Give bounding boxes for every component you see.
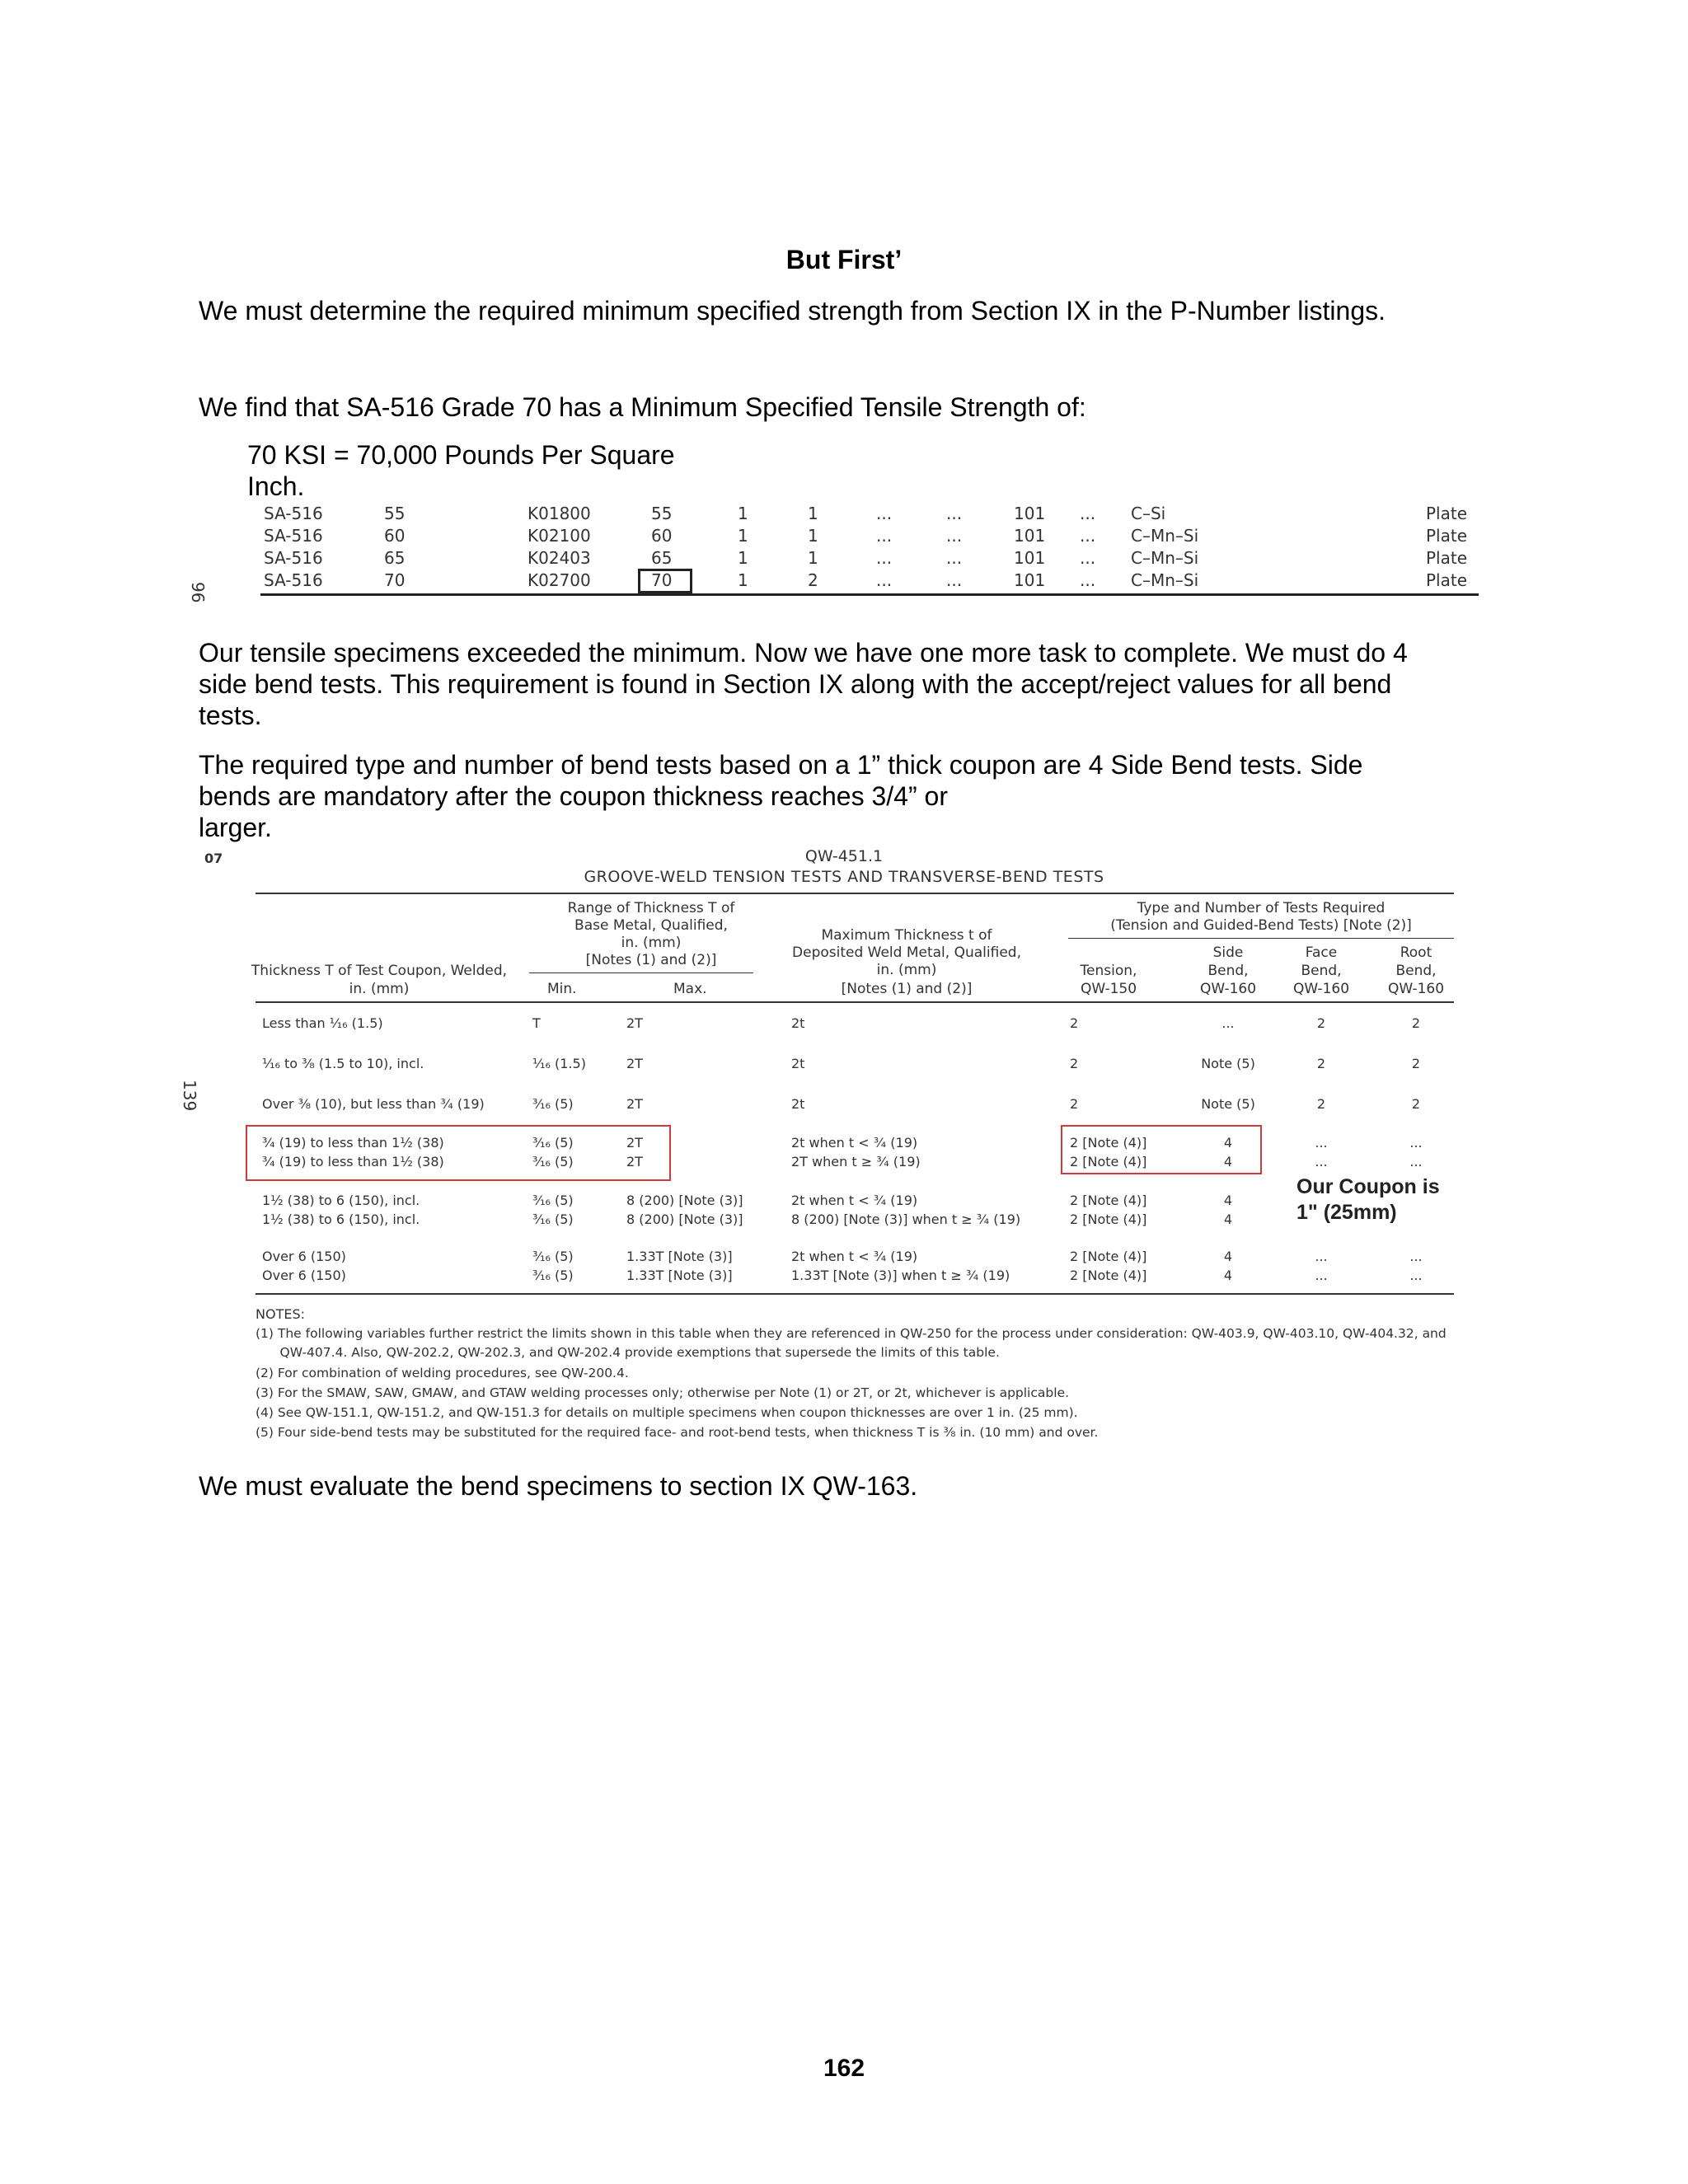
table-cell: 4 xyxy=(1223,1249,1233,1264)
p-number-cell: 1 xyxy=(738,504,748,523)
p-number-cell: 101 xyxy=(1014,570,1046,590)
table-cell: 2t when t < ³⁄₄ (19) xyxy=(791,1193,918,1208)
p-number-cell: 60 xyxy=(651,526,673,546)
p-number-cell: C–Mn–Si xyxy=(1131,570,1199,590)
strength-paragraph: We find that SA-516 Grade 70 has a Minimum Specified Tensile Strength of: xyxy=(199,392,1086,422)
table-cell: 2t when t < ³⁄₄ (19) xyxy=(791,1135,918,1151)
table-cell: Over ³⁄₈ (10), but less than ³⁄₄ (19) xyxy=(262,1096,485,1112)
table-cell: ³⁄₁₆ (5) xyxy=(532,1268,574,1283)
type-subheader-rule xyxy=(1068,938,1454,939)
table-cell: 1.33T [Note (3)] xyxy=(626,1249,733,1264)
table-cell: Over 6 (150) xyxy=(262,1249,346,1264)
header-range-line1: Range of Thickness T of xyxy=(567,900,735,916)
header-range-line4: [Notes (1) and (2)] xyxy=(585,952,717,968)
table-cell: ... xyxy=(1315,1135,1328,1151)
table-cell: 2 xyxy=(1316,1056,1326,1071)
header-face-line2: Bend, xyxy=(1301,963,1342,979)
table-cell: T xyxy=(532,1015,541,1031)
table-cell: 2T xyxy=(626,1015,643,1031)
header-range-line2: Base Metal, Qualified, xyxy=(574,917,728,934)
table-cell: ¹⁄₁₆ (1.5) xyxy=(532,1056,586,1071)
required-tests-highlight-box xyxy=(1061,1125,1262,1174)
table-cell: 2 [Note (4)] xyxy=(1070,1249,1147,1264)
table-cell: ... xyxy=(1409,1135,1423,1151)
table-cell: 1½ (38) to 6 (150), incl. xyxy=(262,1193,420,1208)
header-max: Max. xyxy=(673,981,707,997)
table-cell: 2 [Note (4)] xyxy=(1070,1193,1147,1208)
table-cell: 2 [Note (4)] xyxy=(1070,1135,1147,1151)
table-cell: 2 xyxy=(1316,1096,1326,1112)
p-number-cell: 1 xyxy=(808,526,818,546)
p-number-cell: 1 xyxy=(808,504,818,523)
p-number-cell: 101 xyxy=(1014,548,1046,568)
table-note: QW-407.4. Also, QW-202.2, QW-202.3, and QW-202.4 provide exemptions that supersede the limits of this table. xyxy=(256,1345,1000,1360)
table-cell: ³⁄₄ (19) to less than 1½ (38) xyxy=(262,1154,444,1169)
table-cell: 2t xyxy=(791,1096,805,1112)
table-cell: 1.33T [Note (3)] xyxy=(626,1268,733,1283)
p-number-cell: K02403 xyxy=(528,548,591,568)
header-range-line3: in. (mm) xyxy=(621,935,682,951)
table-cell: 2 xyxy=(1070,1096,1079,1112)
coupon-callout-line2: 1" (25mm) xyxy=(1296,1201,1397,1224)
table-cell: 2T xyxy=(626,1135,643,1151)
table-note: (5) Four side-bend tests may be substituted for the required face- and root-bend tests, when thickness T is ³⁄₈ in. (10 mm) and over. xyxy=(256,1425,1099,1440)
table-cell: ... xyxy=(1409,1249,1423,1264)
table-cell: 2 xyxy=(1070,1056,1079,1071)
bend-paragraph-line1: The required type and number of bend tests based on a 1” thick coupon are 4 Side Bend tests. Side xyxy=(199,750,1363,780)
tensile-paragraph-line2: side bend tests. This requirement is found in Section IX along with the accept/reject values for all bend xyxy=(199,669,1392,699)
header-side-line2: Bend, xyxy=(1207,963,1249,979)
coupon-range-highlight-box xyxy=(246,1125,671,1181)
p-number-cell: ... xyxy=(1080,570,1096,590)
table-cell: ... xyxy=(1409,1154,1423,1169)
header-root-line1: Root xyxy=(1400,944,1432,961)
table-top-rule xyxy=(256,893,1454,894)
header-deposit-line3: in. (mm) xyxy=(876,962,937,978)
table-cell: ³⁄₁₆ (5) xyxy=(532,1193,574,1208)
p-number-cell: Plate xyxy=(1426,526,1468,546)
header-face-line3: QW-160 xyxy=(1292,981,1350,997)
table-cell: 2 [Note (4)] xyxy=(1070,1268,1147,1283)
p-number-cell: 55 xyxy=(651,504,673,523)
table-cell: 2 xyxy=(1411,1015,1421,1031)
p-number-cell: ... xyxy=(946,526,963,546)
table-cell: 2 [Note (4)] xyxy=(1070,1154,1147,1169)
table-cell: 4 xyxy=(1223,1212,1233,1227)
p-number-highlight-box xyxy=(638,569,692,593)
p-number-cell: Plate xyxy=(1426,504,1468,523)
header-coupon-line1: Thickness T of Test Coupon, Welded, xyxy=(251,963,508,979)
table-header-rule xyxy=(256,1001,1454,1003)
header-tension-line2: QW-150 xyxy=(1080,981,1137,997)
tensile-paragraph-line3: tests. xyxy=(199,701,262,730)
table-cell: 4 xyxy=(1223,1135,1233,1151)
table-cell: 4 xyxy=(1223,1193,1233,1208)
p-number-cell: ... xyxy=(1080,526,1096,546)
table-cell: ... xyxy=(1315,1268,1328,1283)
table-cell: 2 xyxy=(1411,1056,1421,1071)
table-cell: Over 6 (150) xyxy=(262,1268,346,1283)
table-cell: 2 xyxy=(1316,1015,1326,1031)
p-number-cell: 55 xyxy=(384,504,406,523)
table-cell: 2T when t ≥ ³⁄₄ (19) xyxy=(791,1154,921,1169)
header-face-line1: Face xyxy=(1305,944,1338,961)
p-number-cell: SA-516 xyxy=(264,570,323,590)
p-number-cell: K02700 xyxy=(528,570,591,590)
p-number-cell: 65 xyxy=(384,548,406,568)
p-number-cell: 70 xyxy=(651,570,673,590)
table-cell: 4 xyxy=(1223,1268,1233,1283)
table-cell: ³⁄₁₆ (5) xyxy=(532,1154,574,1169)
table-note: (2) For combination of welding procedures, see QW-200.4. xyxy=(256,1366,629,1380)
header-type-line2: (Tension and Guided-Bend Tests) [Note (2)] xyxy=(1110,917,1412,934)
p-number-cell: 1 xyxy=(738,526,748,546)
strength-value-line2: Inch. xyxy=(247,471,305,501)
range-subheader-rule xyxy=(529,972,753,973)
table-cell: Less than ¹⁄₁₆ (1.5) xyxy=(262,1015,383,1031)
p-number-cell: 101 xyxy=(1014,504,1046,523)
page-number: 162 xyxy=(823,2055,865,2082)
p-number-cell: ... xyxy=(946,570,963,590)
p-number-cell: K02100 xyxy=(528,526,591,546)
table-cell: 2t xyxy=(791,1015,805,1031)
table-cell: 2t when t < ³⁄₄ (19) xyxy=(791,1249,918,1264)
p-number-cell: 1 xyxy=(808,548,818,568)
page-heading: But First’ xyxy=(785,245,903,274)
table-cell: 2T xyxy=(626,1096,643,1112)
table-cell: ³⁄₁₆ (5) xyxy=(532,1135,574,1151)
evaluate-paragraph: We must evaluate the bend specimens to section IX QW-163. xyxy=(199,1471,918,1501)
p-number-cell: ... xyxy=(876,548,893,568)
header-type-line1: Type and Number of Tests Required xyxy=(1137,900,1386,916)
p-number-cell: 70 xyxy=(384,570,406,590)
table-cell: 1.33T [Note (3)] when t ≥ ³⁄₄ (19) xyxy=(791,1268,1010,1283)
table-cell: Note (5) xyxy=(1201,1096,1255,1112)
notes-title: NOTES: xyxy=(256,1306,305,1322)
bend-paragraph-line2: bends are mandatory after the coupon thickness reaches 3/4” or xyxy=(199,781,948,811)
table-cell: ... xyxy=(1409,1268,1423,1283)
p-number-cell: ... xyxy=(876,526,893,546)
p-number-cell: C–Si xyxy=(1131,504,1166,523)
p-number-cell: 1 xyxy=(738,570,748,590)
header-tension-line1: Tension, xyxy=(1080,963,1137,979)
p-number-cell: ... xyxy=(876,570,893,590)
header-deposit-line1: Maximum Thickness t of xyxy=(821,927,992,944)
table-cell: ... xyxy=(1221,1015,1235,1031)
header-root-line3: QW-160 xyxy=(1387,981,1445,997)
table-cell: 2 xyxy=(1411,1096,1421,1112)
p-number-cell: 101 xyxy=(1014,526,1046,546)
table-cell: 2t xyxy=(791,1056,805,1071)
table-id: QW-451.1 xyxy=(804,847,884,865)
table-bottom-rule xyxy=(256,1293,1454,1295)
header-side-line1: Side xyxy=(1212,944,1244,961)
tensile-paragraph-line1: Our tensile specimens exceeded the minimum. Now we have one more task to complete. We must do 4 xyxy=(199,638,1408,668)
table-cell: ... xyxy=(1315,1154,1328,1169)
table-cell: 2T xyxy=(626,1056,643,1071)
table-cell: 1½ (38) to 6 (150), incl. xyxy=(262,1212,420,1227)
table-cell: ³⁄₁₆ (5) xyxy=(532,1249,574,1264)
table-cell: Note (5) xyxy=(1201,1056,1255,1071)
table-note: (3) For the SMAW, SAW, GMAW, and GTAW welding processes only; otherwise per Note (1) or 2T, or 2t, whichever is applicable. xyxy=(256,1385,1069,1400)
header-side-line3: QW-160 xyxy=(1199,981,1257,997)
p-number-cell: K01800 xyxy=(528,504,591,523)
header-min: Min. xyxy=(547,981,577,997)
p-number-cell: SA-516 xyxy=(264,504,323,523)
table-cell: 8 (200) [Note (3)] xyxy=(626,1193,743,1208)
p-number-cell: ... xyxy=(1080,548,1096,568)
p-number-cell: ... xyxy=(946,548,963,568)
p-number-cell: SA-516 xyxy=(264,548,323,568)
table-side-page-number: 139 xyxy=(180,1080,199,1112)
p-number-cell: C–Mn–Si xyxy=(1131,548,1199,568)
p-number-cell: Plate xyxy=(1426,548,1468,568)
table-note: (1) The following variables further restrict the limits shown in this table when they are referenced in QW-250 for the process under consideration: QW-403.9, QW-403.10, QW-404.32, and xyxy=(256,1326,1447,1341)
header-deposit-line4: [Notes (1) and (2)] xyxy=(841,981,973,997)
table-cell: 2 [Note (4)] xyxy=(1070,1212,1147,1227)
table-cell: ³⁄₄ (19) to less than 1½ (38) xyxy=(262,1135,444,1151)
strength-value-line1: 70 KSI = 70,000 Pounds Per Square xyxy=(247,440,675,470)
table-title: GROOVE-WELD TENSION TESTS AND TRANSVERSE-BEND TESTS xyxy=(584,868,1104,886)
table-cell: ¹⁄₁₆ to ³⁄₈ (1.5 to 10), incl. xyxy=(262,1056,424,1071)
intro-paragraph: We must determine the required minimum specified strength from Section IX in the P-Number listings. xyxy=(199,296,1386,326)
p-number-cell: C–Mn–Si xyxy=(1131,526,1199,546)
header-coupon-line2: in. (mm) xyxy=(349,981,410,997)
p-number-bottom-rule xyxy=(260,593,1479,596)
table-cell: 2T xyxy=(626,1154,643,1169)
table-cell: 8 (200) [Note (3)] when t ≥ ³⁄₄ (19) xyxy=(791,1212,1021,1227)
table-cell: 4 xyxy=(1223,1154,1233,1169)
table-note: (4) See QW-151.1, QW-151.2, and QW-151.3 for details on multiple specimens when coupon thicknesses are over 1 in. (25 mm). xyxy=(256,1405,1078,1420)
table-cell: 2 xyxy=(1070,1015,1079,1031)
p-number-cell: Plate xyxy=(1426,570,1468,590)
edition-mark: 07 xyxy=(204,851,223,866)
bend-paragraph-line3: larger. xyxy=(199,813,272,842)
p-number-cell: 65 xyxy=(651,548,673,568)
p-number-cell: ... xyxy=(946,504,963,523)
table-cell: ³⁄₁₆ (5) xyxy=(532,1212,574,1227)
p-number-cell: ... xyxy=(1080,504,1096,523)
p-number-cell: SA-516 xyxy=(264,526,323,546)
table-cell: ³⁄₁₆ (5) xyxy=(532,1096,574,1112)
p-number-cell: 60 xyxy=(384,526,406,546)
header-root-line2: Bend, xyxy=(1395,963,1437,979)
p-number-side-page-number: 96 xyxy=(188,582,208,603)
header-deposit-line2: Deposited Weld Metal, Qualified, xyxy=(792,944,1021,961)
p-number-cell: 1 xyxy=(738,548,748,568)
p-number-cell: ... xyxy=(876,504,893,523)
table-cell: 8 (200) [Note (3)] xyxy=(626,1212,743,1227)
coupon-callout-line1: Our Coupon is xyxy=(1296,1175,1440,1198)
p-number-cell: 2 xyxy=(808,570,818,590)
table-cell: ... xyxy=(1315,1249,1328,1264)
